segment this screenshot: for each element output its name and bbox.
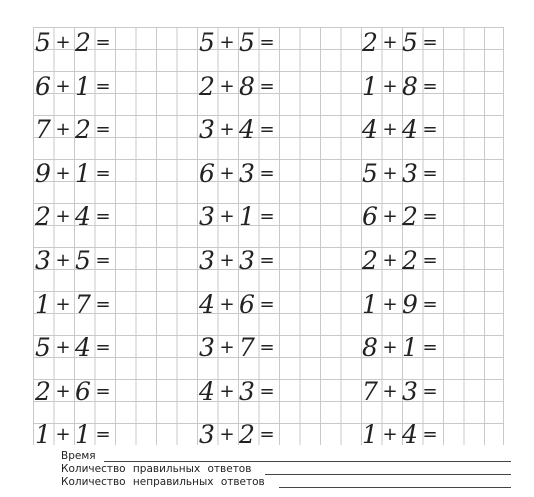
equals-sign: = [422, 337, 438, 359]
second-addend: 4 [75, 333, 91, 363]
problem-column-1 [33, 27, 183, 450]
equals-sign: = [259, 380, 275, 402]
first-addend: 1 [362, 420, 378, 450]
equals-sign: = [259, 293, 275, 315]
incorrect-count-line[interactable] [279, 478, 511, 488]
problem-row [360, 28, 510, 58]
plus-sign: + [382, 293, 398, 315]
answer-cell[interactable] [440, 72, 500, 102]
problem-row [33, 72, 183, 102]
problem-row [197, 72, 347, 102]
first-addend: 4 [362, 115, 378, 145]
problem-row [197, 333, 347, 363]
second-addend: 4 [402, 420, 418, 450]
second-addend: 4 [239, 115, 255, 145]
worksheet-grid [33, 27, 504, 450]
first-addend: 7 [362, 376, 378, 406]
plus-sign: + [382, 424, 398, 446]
equals-sign: = [422, 119, 438, 141]
second-addend: 5 [239, 28, 255, 57]
answer-cell[interactable] [113, 115, 173, 145]
equals-sign: = [95, 250, 111, 271]
second-addend: 2 [402, 202, 418, 232]
plus-sign: + [219, 206, 235, 228]
problem-row [33, 202, 183, 232]
answer-cell[interactable] [113, 159, 173, 189]
incorrect-row [61, 475, 511, 488]
second-addend: 1 [402, 333, 418, 363]
second-addend: 6 [239, 289, 255, 319]
problem-row [197, 159, 347, 189]
correct-count-label: Количество правильных ответов [61, 463, 252, 475]
first-addend: 5 [362, 158, 378, 188]
problem-row [33, 159, 183, 189]
first-addend: 3 [199, 115, 215, 145]
answer-cell[interactable] [113, 420, 173, 450]
plus-sign: + [219, 119, 235, 141]
answer-cell[interactable] [440, 28, 500, 58]
first-addend: 2 [362, 246, 378, 275]
answer-cell[interactable] [113, 202, 173, 232]
answer-cell[interactable] [440, 115, 500, 145]
second-addend: 3 [402, 376, 418, 406]
problem-row [33, 115, 183, 145]
first-addend: 2 [362, 28, 378, 57]
answer-cell[interactable] [113, 246, 173, 276]
first-addend: 1 [362, 289, 378, 319]
first-addend: 1 [35, 289, 51, 319]
equals-sign: = [95, 206, 111, 228]
plus-sign: + [219, 424, 235, 446]
second-addend: 1 [239, 202, 255, 232]
equals-sign: = [95, 32, 111, 53]
equals-sign: = [95, 162, 111, 184]
problem-row [360, 202, 510, 232]
problem-row [360, 333, 510, 363]
answer-cell[interactable] [440, 290, 500, 320]
problem-row [360, 377, 510, 407]
plus-sign: + [382, 337, 398, 359]
correct-row [61, 462, 511, 475]
second-addend: 3 [239, 246, 255, 275]
equals-sign: = [95, 424, 111, 446]
answer-cell[interactable] [440, 333, 500, 363]
plus-sign: + [55, 380, 71, 402]
second-addend: 3 [239, 158, 255, 188]
equals-sign: = [259, 250, 275, 271]
problem-column-2 [197, 27, 347, 450]
answer-cell[interactable] [113, 333, 173, 363]
problem-row [360, 246, 510, 276]
plus-sign: + [55, 75, 71, 97]
correct-count-line[interactable] [265, 465, 511, 475]
problem-row [33, 333, 183, 363]
second-addend: 7 [239, 333, 255, 363]
second-addend: 7 [75, 289, 91, 319]
problem-row [360, 159, 510, 189]
answer-cell[interactable] [277, 420, 337, 450]
equals-sign: = [95, 119, 111, 141]
time-label: Время [61, 450, 96, 462]
equals-sign: = [259, 424, 275, 446]
problem-row [33, 377, 183, 407]
equals-sign: = [259, 162, 275, 184]
plus-sign: + [219, 250, 235, 271]
equals-sign: = [95, 380, 111, 402]
second-addend: 1 [75, 158, 91, 188]
problem-row [197, 246, 347, 276]
plus-sign: + [219, 32, 235, 53]
answer-cell[interactable] [277, 290, 337, 320]
incorrect-count-label: Количество неправильных ответов [61, 476, 265, 488]
answer-cell[interactable] [277, 377, 337, 407]
problem-row [360, 420, 510, 450]
first-addend: 3 [199, 246, 215, 275]
problem-row [33, 28, 183, 58]
second-addend: 1 [75, 420, 91, 450]
answer-cell[interactable] [277, 246, 337, 276]
problem-row [197, 115, 347, 145]
first-addend: 8 [362, 333, 378, 363]
second-addend: 8 [402, 71, 418, 101]
plus-sign: + [219, 380, 235, 402]
equals-sign: = [422, 250, 438, 271]
problem-row [197, 290, 347, 320]
equals-sign: = [259, 337, 275, 359]
second-addend: 9 [402, 289, 418, 319]
plus-sign: + [55, 250, 71, 271]
plus-sign: + [55, 119, 71, 141]
problem-row [197, 28, 347, 58]
equals-sign: = [422, 75, 438, 97]
answer-cell[interactable] [277, 202, 337, 232]
equals-sign: = [259, 206, 275, 228]
second-addend: 6 [75, 376, 91, 406]
problem-row [197, 420, 347, 450]
answer-cell[interactable] [440, 246, 500, 276]
plus-sign: + [219, 337, 235, 359]
second-addend: 3 [402, 158, 418, 188]
first-addend: 4 [199, 289, 215, 319]
problem-row [33, 246, 183, 276]
plus-sign: + [219, 293, 235, 315]
time-answer-line[interactable] [104, 452, 511, 462]
answer-cell[interactable] [440, 377, 500, 407]
problem-row [197, 377, 347, 407]
answer-cell[interactable] [440, 202, 500, 232]
second-addend: 2 [75, 28, 91, 57]
equals-sign: = [95, 337, 111, 359]
second-addend: 2 [75, 115, 91, 145]
second-addend: 5 [402, 28, 418, 57]
first-addend: 1 [362, 71, 378, 101]
first-addend: 1 [35, 420, 51, 450]
first-addend: 6 [362, 202, 378, 232]
plus-sign: + [55, 424, 71, 446]
second-addend: 3 [239, 376, 255, 406]
second-addend: 4 [402, 115, 418, 145]
plus-sign: + [55, 206, 71, 228]
first-addend: 3 [199, 333, 215, 363]
answer-cell[interactable] [277, 115, 337, 145]
second-addend: 8 [239, 71, 255, 101]
problem-row [360, 290, 510, 320]
first-addend: 6 [35, 71, 51, 101]
equals-sign: = [422, 424, 438, 446]
problem-row [33, 420, 183, 450]
first-addend: 2 [35, 376, 51, 406]
first-addend: 9 [35, 158, 51, 188]
equals-sign: = [259, 32, 275, 53]
answer-cell[interactable] [113, 28, 173, 58]
plus-sign: + [219, 162, 235, 184]
equals-sign: = [422, 380, 438, 402]
first-addend: 7 [35, 115, 51, 145]
second-addend: 1 [75, 71, 91, 101]
problem-column-3 [360, 27, 510, 450]
first-addend: 5 [35, 28, 51, 57]
answer-cell[interactable] [113, 290, 173, 320]
first-addend: 5 [199, 28, 215, 57]
answer-cell[interactable] [440, 420, 500, 450]
plus-sign: + [382, 119, 398, 141]
first-addend: 3 [199, 420, 215, 450]
first-addend: 3 [199, 202, 215, 232]
plus-sign: + [382, 206, 398, 228]
first-addend: 4 [199, 376, 215, 406]
plus-sign: + [55, 337, 71, 359]
answer-cell[interactable] [113, 377, 173, 407]
first-addend: 6 [199, 158, 215, 188]
equals-sign: = [422, 293, 438, 315]
answer-cell[interactable] [277, 72, 337, 102]
second-addend: 2 [402, 246, 418, 275]
answer-cell[interactable] [277, 159, 337, 189]
plus-sign: + [382, 32, 398, 53]
equals-sign: = [422, 162, 438, 184]
plus-sign: + [55, 32, 71, 53]
problem-row [360, 72, 510, 102]
plus-sign: + [382, 162, 398, 184]
equals-sign: = [422, 32, 438, 53]
plus-sign: + [219, 75, 235, 97]
equals-sign: = [422, 206, 438, 228]
answer-cell[interactable] [113, 72, 173, 102]
equals-sign: = [259, 75, 275, 97]
second-addend: 2 [239, 420, 255, 450]
plus-sign: + [55, 162, 71, 184]
problem-row [33, 290, 183, 320]
first-addend: 3 [35, 246, 51, 275]
equals-sign: = [95, 75, 111, 97]
plus-sign: + [55, 293, 71, 315]
time-row [61, 449, 511, 462]
problem-row [360, 115, 510, 145]
first-addend: 5 [35, 333, 51, 363]
answer-cell[interactable] [277, 333, 337, 363]
equals-sign: = [259, 119, 275, 141]
answer-cell[interactable] [440, 159, 500, 189]
problem-row [197, 202, 347, 232]
first-addend: 2 [35, 202, 51, 232]
second-addend: 4 [75, 202, 91, 232]
second-addend: 5 [75, 246, 91, 275]
results-footer [61, 449, 511, 488]
first-addend: 2 [199, 71, 215, 101]
plus-sign: + [382, 250, 398, 271]
answer-cell[interactable] [277, 28, 337, 58]
plus-sign: + [382, 380, 398, 402]
plus-sign: + [382, 75, 398, 97]
equals-sign: = [95, 293, 111, 315]
